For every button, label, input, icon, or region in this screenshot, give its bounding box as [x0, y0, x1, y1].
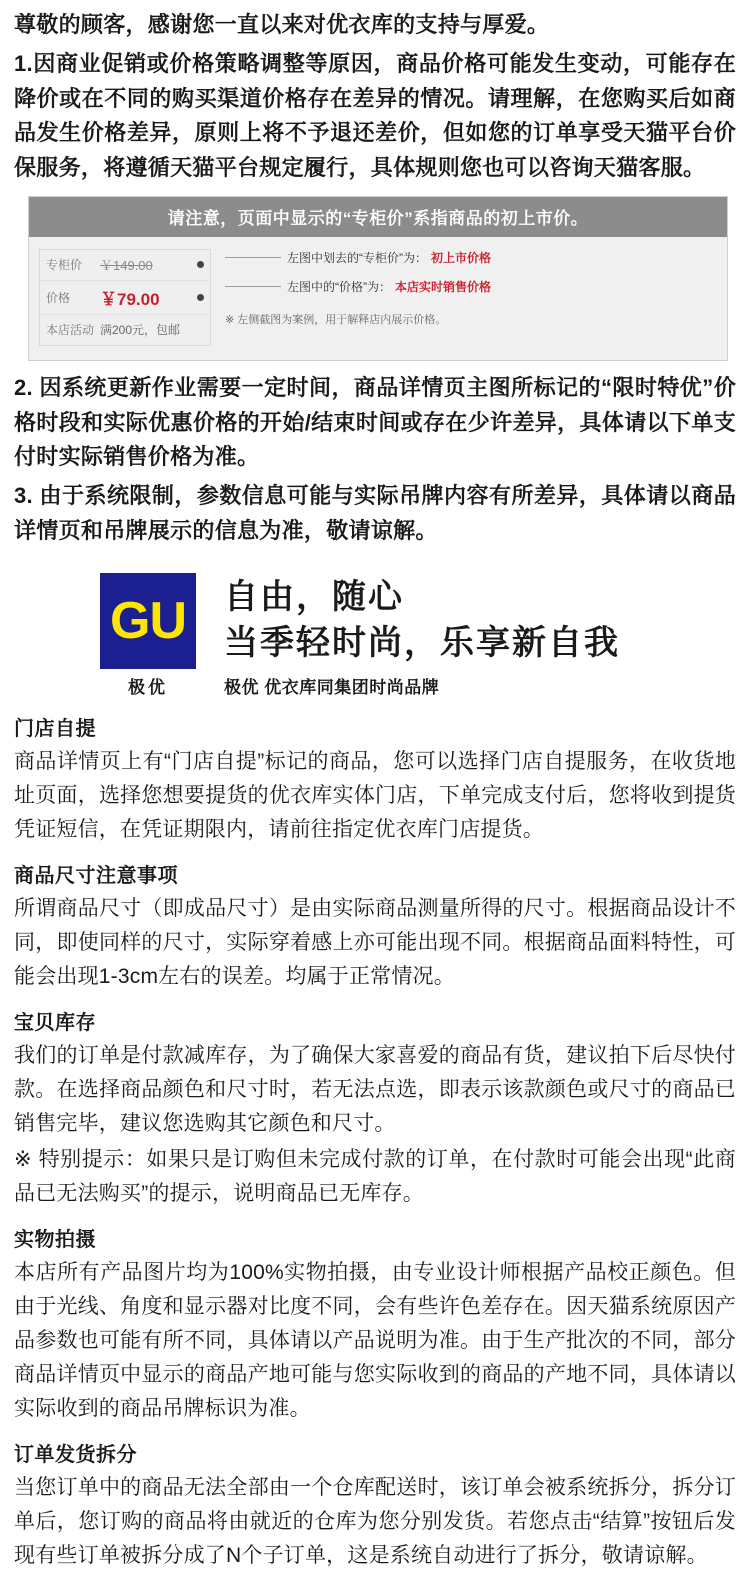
- price-row-current: [40, 281, 210, 315]
- price-notice-body: [29, 237, 727, 360]
- leader-line-current: [225, 286, 281, 287]
- gu-brand-block: [14, 573, 736, 669]
- price-value-counter: ￥149.00: [100, 258, 153, 274]
- price-row-counter: [40, 250, 210, 281]
- callout-text-current: 左图中的“价格”为：: [287, 279, 391, 294]
- price-row-promo: [40, 315, 210, 345]
- callout-value-current: 本店实时销售价格: [395, 279, 492, 294]
- price-label-current: 价格: [46, 290, 71, 305]
- section-order-split: [14, 1438, 736, 1573]
- section-body: 我们的订单是付款减库存，为了确保大家喜爱的商品有货，建议拍下后尽快付款。在选择商品颜色和尺寸时，若无法点选，即表示该款颜色或尺寸的商品已销售完毕，建议您选购其它颜色和尺寸。: [14, 1043, 736, 1135]
- price-label-promo: 本店活动: [46, 323, 95, 338]
- section-store-pickup: [14, 712, 736, 847]
- section-title: 宝贝库存: [14, 1011, 96, 1034]
- intro-item-1: 1.因商业促销或价格策略调整等原因，商品价格可能发生变动，可能存在降价或在不同的购买渠道价格存在差异的情况。请理解，在您购买后如商品发生价格差异，原则上将不予退还差价，但如您的订单享受天猫平台价保服务，将遵循天猫平台规定履行，具体规则您也可以咨询天猫客服。: [14, 50, 736, 180]
- price-notice-box: [28, 196, 728, 361]
- section-body: 当您订单中的商品无法全部由一个仓库配送时，该订单会被系统拆分，拆分订单后，您订购的商品将由就近的仓库为您分别发货。若您点击“结算”按钮后发现有些订单被拆分成了N个子订单，这是系统自动进行了拆分，敬请谅解。: [14, 1475, 736, 1567]
- gu-brand-name-cn: 极优: [128, 677, 168, 697]
- intro-item-2: 2. 因系统更新作业需要一定时间，商品详情页主图所标记的“限时特优”价格时段和实际优惠价格的开始/结束时间或存在少许差异，具体请以下单支付时实际销售价格为准。: [14, 374, 736, 470]
- callout-line-counter: [225, 249, 717, 266]
- price-value-current: ￥79.00: [100, 289, 160, 309]
- section-inventory: [14, 1006, 736, 1211]
- callout-text-counter: 左图中划去的“专柜价”为：: [287, 250, 427, 265]
- intro-item-3: 3. 由于系统限制，参数信息可能与实际吊牌内容有所差异，具体请以商品详情页和吊牌展示的信息为准，敬请谅解。: [14, 483, 736, 543]
- gu-brand-subtitle: [14, 673, 736, 698]
- section-size-notes: [14, 859, 736, 994]
- leader-line-counter: [225, 257, 281, 258]
- price-footnote: ※ 左侧截图为案例，用于解释店内展示价格。: [225, 313, 447, 326]
- price-example-card: [39, 249, 211, 346]
- price-value-promo: 满200元，包邮: [100, 323, 181, 338]
- gu-slogan: [224, 575, 620, 667]
- callout-line-current: [225, 278, 717, 295]
- section-body: 商品详情页上有“门店自提”标记的商品，您可以选择门店自提服务，在收货地址页面，选择您想要提货的优衣库实体门店，下单完成支付后，您将收到提货凭证短信，在凭证期限内，请前往指定优衣库门店提货。: [14, 749, 736, 841]
- price-callouts: [211, 249, 717, 327]
- gu-slogan-line-1: 自由，随心: [224, 577, 404, 616]
- callout-dot-counter: [197, 261, 204, 268]
- gu-logo: GU: [100, 573, 196, 669]
- section-body-note: ※ 特别提示：如果只是订购但未完成付款的订单，在付款时可能会出现“此商品已无法购买”的提示，说明商品已无库存。: [14, 1147, 736, 1205]
- callout-dot-current: [197, 294, 204, 301]
- section-body: 本店所有产品图片均为100%实物拍摄，由专业设计师根据产品校正颜色。但由于光线、角度和显示器对比度不同，会有些许色差存在。因天猫系统原因产品参数也可能有所不同，具体请以产品说明为准。由于生产批次的不同，部分商品详情页中显示的商品产地可能与您实际收到的商品的产地不同，具体请以实际收到的商品吊牌标识为准。: [14, 1260, 736, 1420]
- callout-value-counter: 初上市价格: [431, 250, 492, 265]
- greeting-text: 尊敬的顾客，感谢您一直以来对优衣库的支持与厚爱。: [14, 12, 550, 37]
- section-real-photo: [14, 1223, 736, 1426]
- section-title: 订单发货拆分: [14, 1443, 137, 1466]
- section-body: 所谓商品尺寸（即成品尺寸）是由实际商品测量所得的尺寸。根据商品设计不同，即使同样的尺寸，实际穿着感上亦可能出现不同。根据商品面料特性，可能会出现1-3cm左右的误差。均属于正常情况。: [14, 896, 736, 988]
- price-notice-header: 请注意，页面中显示的“专柜价”系指商品的初上市价。: [29, 197, 727, 237]
- section-title: 商品尺寸注意事项: [14, 864, 178, 887]
- gu-brand-description: 极优 优衣库同集团时尚品牌: [224, 677, 440, 697]
- gu-slogan-line-2: 当季轻时尚，乐享新自我: [224, 623, 620, 662]
- section-title: 实物拍摄: [14, 1228, 96, 1251]
- price-label-counter: 专柜价: [46, 258, 83, 273]
- section-title: 门店自提: [14, 717, 96, 740]
